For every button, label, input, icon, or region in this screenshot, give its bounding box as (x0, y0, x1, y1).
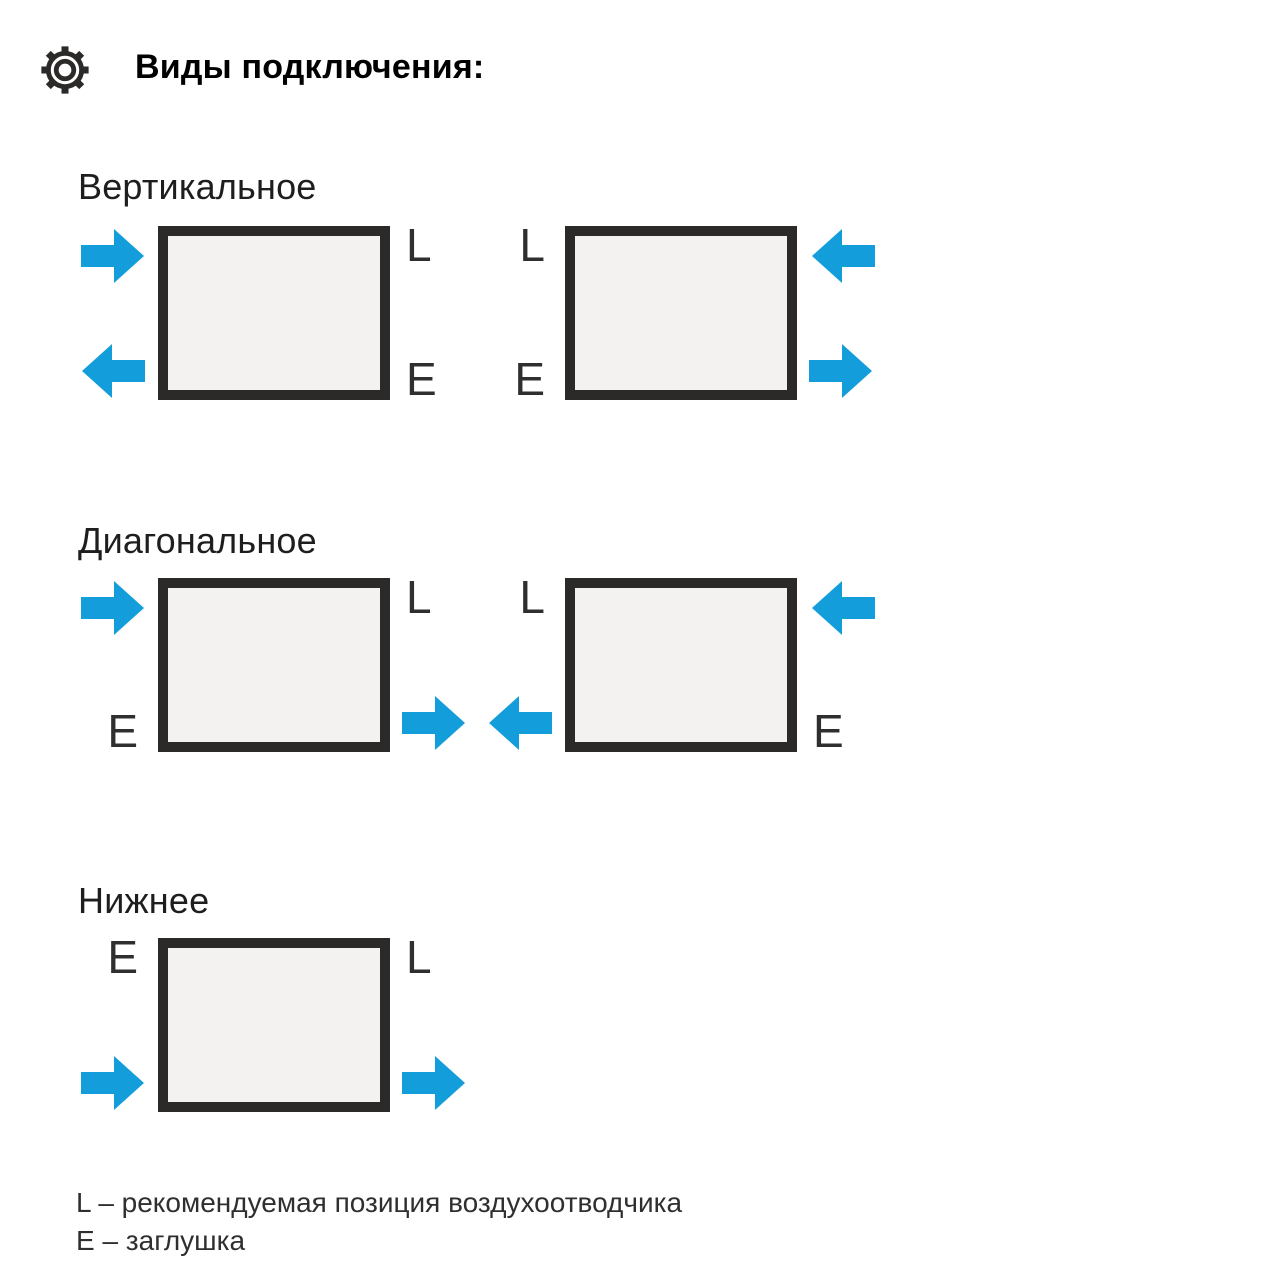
legend-line-air-vent: L – рекомендуемая позиция воздухоотводчика (76, 1187, 683, 1218)
gear-icon (37, 42, 93, 98)
radiator-body (158, 226, 390, 400)
section-title-diagonal: Диагональное (78, 520, 317, 561)
port-label-l: L (406, 219, 432, 271)
port-label-e: E (107, 931, 138, 983)
radiator-body (565, 226, 797, 400)
flow-arrow-right-icon (81, 1055, 145, 1111)
radiator-diagram-vertical-left (158, 219, 437, 405)
flow-arrow-left-icon (488, 695, 552, 751)
port-label-l: L (519, 571, 545, 623)
port-label-l: L (406, 571, 432, 623)
radiator-body (158, 578, 390, 752)
flow-arrow-left-icon (811, 228, 875, 284)
flow-arrow-left-icon (81, 343, 145, 399)
port-label-l: L (406, 931, 432, 983)
flow-arrow-right-icon (809, 343, 873, 399)
flow-arrow-right-icon (402, 1055, 466, 1111)
radiator-diagram-vertical-right (514, 219, 797, 405)
port-label-l: L (519, 219, 545, 271)
flow-arrow-right-icon (81, 228, 145, 284)
port-label-e: E (813, 705, 844, 757)
flow-arrow-right-icon (81, 580, 145, 636)
radiator-body (565, 578, 797, 752)
radiator-diagram-diagonal-left (107, 571, 432, 757)
section-title-vertical: Вертикальное (78, 166, 317, 207)
port-label-e: E (514, 353, 545, 405)
radiator-diagram-diagonal-right (519, 571, 844, 757)
radiator-body (158, 938, 390, 1112)
flow-arrow-right-icon (402, 695, 466, 751)
port-label-e: E (107, 705, 138, 757)
legend-line-plug: E – заглушка (76, 1225, 246, 1256)
section-title-bottom: Нижнее (78, 880, 210, 921)
legend (76, 1184, 682, 1260)
flow-arrow-left-icon (811, 580, 875, 636)
page-title: Виды подключения: (135, 48, 485, 86)
radiator-diagram-bottom (107, 931, 432, 1112)
port-label-e: E (406, 353, 437, 405)
